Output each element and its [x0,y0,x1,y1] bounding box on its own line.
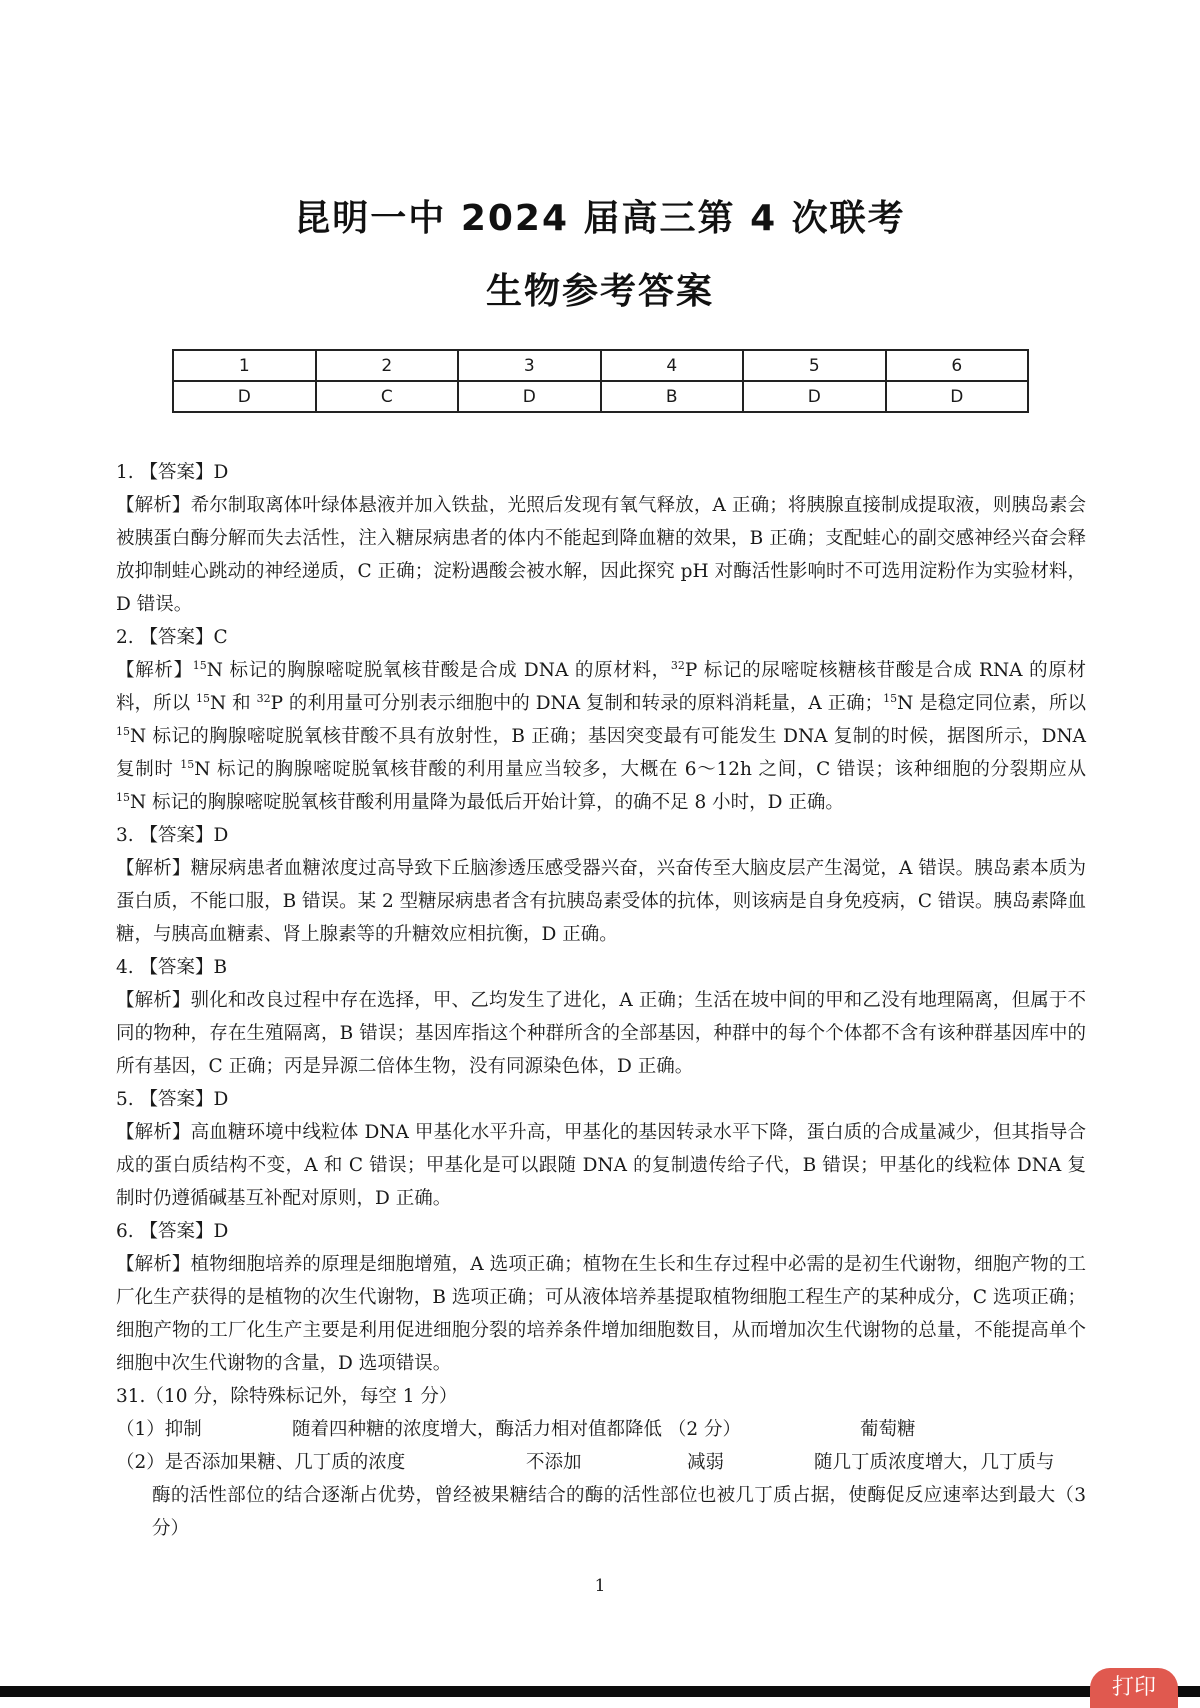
document-title: 昆明一中 2024 届高三第 4 次联考 [294,198,906,239]
page-number: 1 [594,1576,606,1596]
answer-table-number-row [173,350,1028,381]
q4-answer: 4. 【答案】B [116,957,228,978]
q3-answer: 3. 【答案】D [116,825,229,846]
question-number-cell: 3 [458,350,601,381]
q5-answer: 5. 【答案】D [116,1089,229,1110]
q31-part2-label: （2）是否添加果糖、几丁质的浓度 [116,1452,406,1473]
isotope-mass: 15 [116,790,130,804]
answer-cell: C [316,381,459,412]
question-number-cell: 6 [886,350,1029,381]
q4-analysis: 【解析】驯化和改良过程中存在选择，甲、乙均发生了进化，A 正确；生活在坡中间的甲和乙没有地理隔离，但属于不同的物种，存在生殖隔离，B 错误；基因库指这个种群所含的全部基因，种群中的每个个体都不含有该种群基因库中的所有基因，C 正确；丙是异源二倍体生物，没有同源染色体，D 正确。 [116,990,1086,1077]
q2-text: N 标记的胸腺嘧啶脱氧核苷酸的利用量应当较多，大概在 6～12h 之间，C 错误；该种细胞的分裂期应从 [194,759,1086,780]
isotope-mass: 15 [883,691,898,705]
q6-analysis: 【解析】植物细胞培养的原理是细胞增殖，A 选项正确；植物在生长和生存过程中必需的是初生代谢物，细胞产物的工厂化生产获得的是植物的次生代谢物，B 选项正确；可从液体培养基提取植物细胞工程生产的某种成分，C 选项正确；细胞产物的工厂化生产主要是利用促进细胞分裂的培养条件增加细胞数目，从而增加次生代谢物的总量，不能提高单个细胞中次生代谢物的含量，D 选项错误。 [116,1254,1086,1374]
question-number-cell: 1 [173,350,316,381]
q31-part1-label: （1）抑制 [116,1419,202,1440]
isotope-mass: 15 [180,757,195,771]
q31-part2-blank4: 随几丁质浓度增大，几丁质与 [814,1452,1055,1473]
q2-text: N 标记的胸腺嘧啶脱氧核苷酸是合成 DNA 的原材料， [206,660,671,681]
answer-explanations [116,456,1086,1545]
answer-table [172,349,1029,413]
isotope-mass: 32 [256,691,271,705]
q2-analysis [116,654,1086,819]
q2-text: N 和 [210,693,257,714]
q2-text: N 是稳定同位素，所以 [897,693,1086,714]
q31-part1-blank3: 葡萄糖 [860,1419,916,1440]
q1-answer: 1. 【答案】D [116,462,229,483]
q31-part2 [116,1446,1086,1479]
question-number-cell: 5 [743,350,886,381]
q2-text: 【解析】 [116,660,193,681]
answer-cell: D [886,381,1029,412]
document-subtitle: 生物参考答案 [485,271,714,312]
q5-analysis: 【解析】高血糖环境中线粒体 DNA 甲基化水平升高，甲基化的基因转录水平下降，蛋白质的合成量减少，但其指导合成的蛋白质结构不变，A 和 C 错误；甲基化是可以跟随 DNA 的复制遗传给子代，B 错误；甲基化的线粒体 DNA 复制时仍遵循碱基互补配对原则，D 正确。 [116,1122,1086,1209]
q2-text: N 标记的胸腺嘧啶脱氧核苷酸不具有放射性，B 正确；基因突变最有可能发生 DNA 复制的时候，据图所示，DNA 复制时 [116,726,1086,780]
q2-answer: 2. 【答案】C [116,627,228,648]
q2-text: N 标记的胸腺嘧啶脱氧核苷酸利用量降为最低后开始计算，的确不足 8 小时，D 正确。 [130,792,844,813]
question-number-cell: 2 [316,350,459,381]
q2-text: P 的利用量可分别表示细胞中的 DNA 复制和转录的原料消耗量，A 正确； [270,693,884,714]
q31-part1-blank2: 随着四种糖的浓度增大，酶活力相对值都降低 （2 分） [292,1419,742,1440]
q31-part2-continuation: 酶的活性部位的结合逐渐占优势，曾经被果糖结合的酶的活性部位也被几丁质占据，使酶促反应速率达到最大（3 分） [152,1485,1086,1539]
isotope-mass: 32 [670,658,685,672]
q31-heading: 31.（10 分，除特殊标记外，每空 1 分） [116,1386,458,1407]
answer-cell: D [743,381,886,412]
q3-analysis: 【解析】糖尿病患者血糖浓度过高导致下丘脑渗透压感受器兴奋，兴奋传至大脑皮层产生渴觉，A 错误。胰岛素本质为蛋白质，不能口服，B 错误。某 2 型糖尿病患者含有抗胰岛素受体的抗体，则该病是自身免疫病，C 错误。胰岛素降血糖，与胰高血糖素、肾上腺素等的升糖效应相抗衡，D 正确。 [116,858,1086,945]
isotope-mass: 15 [116,724,130,738]
answer-table-answer-row [173,381,1028,412]
question-number-cell: 4 [601,350,744,381]
q31-part2-blank3: 减弱 [687,1452,725,1473]
q6-answer: 6. 【答案】D [116,1221,229,1242]
print-button[interactable]: 打印 [1090,1668,1178,1708]
q31-part2-blank2: 不添加 [526,1452,582,1473]
footer-bar [0,1686,1200,1697]
answer-cell: D [173,381,316,412]
q1-analysis: 【解析】希尔制取离体叶绿体悬液并加入铁盐，光照后发现有氧气释放，A 正确；将胰腺直接制成提取液，则胰岛素会被胰蛋白酶分解而失去活性，注入糖尿病患者的体内不能起到降血糖的效果，B 正确；支配蛙心的副交感神经兴奋会释放抑制蛙心跳动的神经递质，C 正确；淀粉遇酸会被水解，因此探究 pH 对酶活性影响时不可选用淀粉作为实验材料，D 错误。 [116,495,1086,615]
q2-text: P 标记的尿嘧啶核糖核苷酸是合成 RNA 的原材料，所以 [116,660,1086,714]
isotope-mass: 15 [192,658,207,672]
answer-cell: B [601,381,744,412]
answer-cell: D [458,381,601,412]
q31-part1 [116,1413,1086,1446]
isotope-mass: 15 [196,691,211,705]
